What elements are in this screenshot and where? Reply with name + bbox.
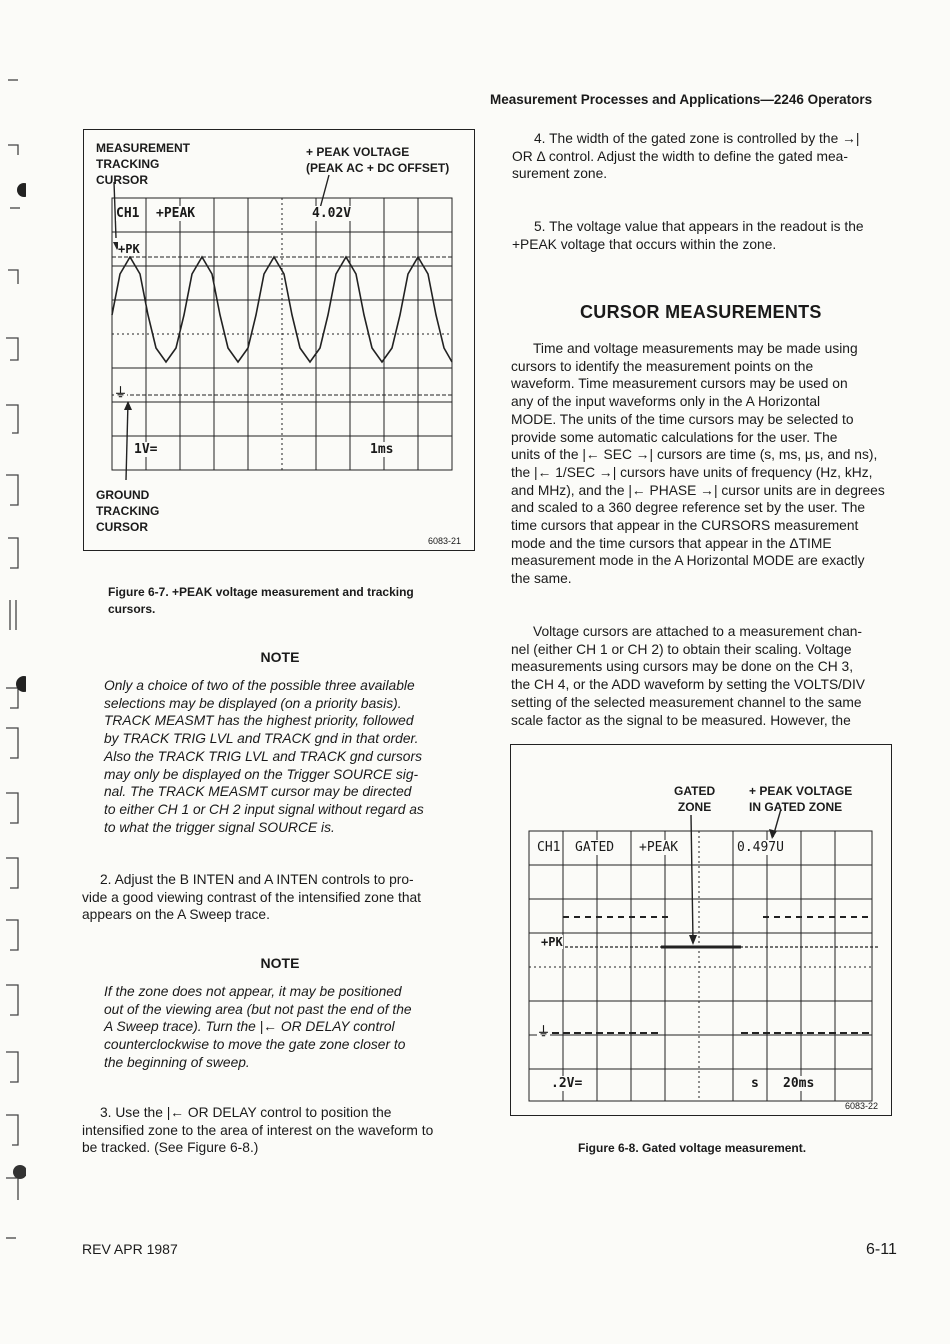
readout-gated-mode: GATED: [575, 840, 615, 855]
readout-peak-mode: +PEAK: [156, 206, 196, 221]
readout-pk-cursor: +PK: [118, 242, 140, 256]
readout-peak-value: 4.02V: [312, 206, 352, 221]
figure-6-8-caption: Figure 6-8. Gated voltage measurement.: [578, 1141, 807, 1155]
note-1-body: Only a choice of two of the possible three available selections may be displayed (on a priority basis). TRACK MEASMT has the highest priority, followed by TRACK TRIG LVL and TRACK gnd in that order. Also the TRACK TRIG LVL and TRACK gnd cursors may only be displayed on the Trigger SOURCE sig- nal. The TRACK MEASMT cursor may be directed to either CH 1 or CH 2 input signal without regard as to what the trigger signal SOURCE is.: [104, 678, 424, 835]
note-2-title: NOTE: [260, 955, 300, 971]
paragraph-time-voltage-cursors: Time and voltage measurements may be made using cursors to identify the measurement points on the waveform. Time measurement cursors may be used on any of the input waveforms only in the A Horizontal MODE. The units of the time cursors may be selected to provide some automatic calculations for the user. The units of the |← SEC →| cursors are time (s, ms, μs, and ns), the |← 1/SEC →| cursors have units of frequency (Hz, kHz, and MHz), and the |← PHASE →| cursor units are in degrees and scaled to a 360 degree reference set by the user. The time cursors that appear in the CURSORS measurement mode and the time cursors that appear in the ΔTIME measurement mode in the A Horizontal MODE are exactly the same.: [511, 341, 885, 587]
figure-6-7: [83, 129, 475, 551]
ground-symbol-gated: ⏚: [537, 1021, 550, 1040]
figure-6-8: [510, 744, 892, 1116]
note-1-title: NOTE: [260, 649, 300, 665]
readout-time-scale-gated: 20ms: [783, 1076, 815, 1091]
readout-volts-scale: 1V=: [134, 442, 158, 457]
note-2-body: If the zone does not appear, it may be positioned out of the viewing area (but not past the end of the A Sweep trace). Turn the |← OR DELAY control counterclockwise to move the gate zone closer to the beginning of sweep.: [104, 984, 412, 1070]
label-gated-zone: GATED ZONE: [674, 784, 716, 814]
readout-pk-gated: +PK: [541, 935, 563, 949]
figure-6-7-caption: Figure 6-7. +PEAK voltage measurement and tracking cursors.: [108, 585, 414, 616]
readout-time-scale: 1ms: [370, 442, 394, 457]
scope-screen-gated: [511, 745, 891, 1115]
page-number: 6-11: [866, 1241, 897, 1258]
binding-marks: [0, 60, 26, 1300]
running-header: Measurement Processes and Applications—2246 Operators: [490, 92, 873, 107]
pointer-ground-cursor: [126, 402, 128, 480]
step-3: 3. Use the |← OR DELAY control to position the intensified zone to the area of interest on the waveform to be tracked. (See Figure 6-8.): [82, 1105, 434, 1156]
label-measurement-tracking-cursor: MEASUREMENT TRACKING CURSOR: [96, 141, 191, 187]
step-4: 4. The width of the gated zone is controlled by the →| OR Δ control. Adjust the width to define the gated mea- surement zone.: [512, 131, 860, 182]
figure-id-6-8: 6083-22: [845, 1101, 879, 1111]
ground-symbol: ⏚: [114, 382, 127, 401]
pointer-gated-zone: [691, 815, 693, 941]
step-2: 2. Adjust the B INTEN and A INTEN controls to pro- vide a good viewing contrast of the intensified zone that appears on the A Sweep trace.: [82, 872, 422, 923]
figure-id: 6083-21: [428, 536, 462, 546]
label-ground-tracking-cursor: GROUND TRACKING CURSOR: [96, 488, 160, 534]
readout-ch1-gated: CH1: [537, 840, 561, 855]
readout-s-gated: s: [751, 1076, 759, 1091]
footer-revision: REV APR 1987: [82, 1241, 178, 1257]
label-peak-voltage: + PEAK VOLTAGE (PEAK AC + DC OFFSET): [306, 145, 450, 175]
step-5: 5. The voltage value that appears in the readout is the +PEAK voltage that occurs within the zone.: [512, 219, 864, 252]
readout-volts-scale-gated: .2V=: [551, 1076, 583, 1091]
readout-peak-mode-gated: +PEAK: [639, 840, 679, 855]
section-title-cursor-measurements: CURSOR MEASUREMENTS: [580, 302, 822, 322]
readout-peak-value-gated: 0.497U: [737, 840, 784, 855]
label-peak-in-gated-zone: + PEAK VOLTAGE IN GATED ZONE: [749, 784, 853, 814]
readout-ch1: CH1: [116, 206, 140, 221]
paragraph-voltage-cursors: Voltage cursors are attached to a measurement chan- nel (either CH 1 or CH 2) to obtain their scaling. Voltage measurements using cursors may be done on the CH 3, the CH 4, or the ADD waveform by setting the VOLTS/DIV setting of the selected measurement channel to the same scale factor as the signal to be measured. However, the: [511, 624, 866, 728]
